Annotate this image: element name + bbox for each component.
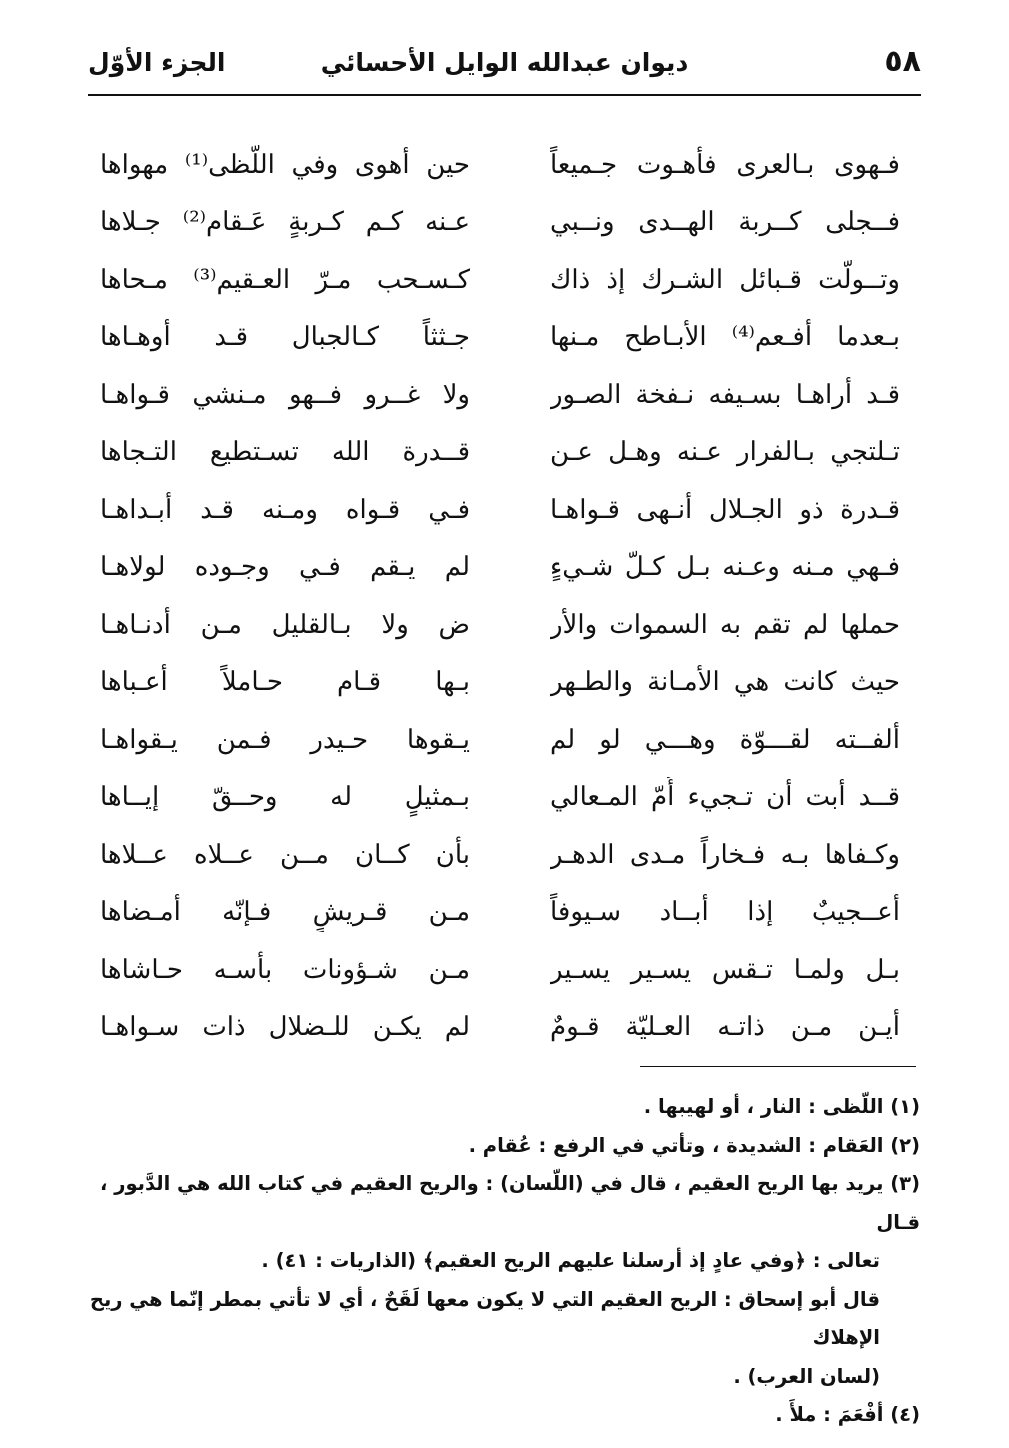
first-hemistich: فـهوى بـالعرى فأهـوت جـميعاً <box>550 149 900 180</box>
first-hemistich: فـهي مـنه وعـنه بـل كـلّ شـيءٍ <box>550 552 900 583</box>
first-hemistich: بـل ولمـا تـقس يسـير يسـير <box>550 954 900 985</box>
verse <box>100 251 900 309</box>
first-hemistich: أعــجيبٌ إذا أبــاد سـيوفاً <box>550 897 900 928</box>
second-hemistich: عـنه كـم كـربةٍ عَـقام⁽²⁾ جـلاها <box>100 207 470 238</box>
verse <box>100 999 900 1057</box>
second-hemistich: يـقوها حـيدر فـمن يـقواهـا <box>100 724 470 755</box>
verse <box>100 711 900 769</box>
footnote-2: (٢) العَقام : الشديدة ، وتأتي في الرفع : عُقام . <box>468 1133 920 1157</box>
verse <box>100 366 900 424</box>
footnote-divider <box>640 1066 916 1067</box>
verse <box>100 596 900 654</box>
second-hemistich: ولا غــرو فــهو مـنشي قـواهـا <box>100 379 470 410</box>
second-hemistich: جـثثاً كـالجبال قـد أوهـاها <box>100 322 470 353</box>
verse <box>100 654 900 712</box>
first-hemistich: حيث كانت هي الأمـانة والطـهر <box>550 667 900 698</box>
footnotes <box>88 1088 920 1435</box>
verse <box>100 884 900 942</box>
first-hemistich: فــجلى كــربة الهــدى ونــبي <box>550 207 900 238</box>
volume-label: الجزء الأوّل <box>88 48 226 77</box>
second-hemistich: بأن كــان مــن عــلاه عــلاها <box>100 839 470 870</box>
verse <box>100 539 900 597</box>
second-hemistich: ض ولا بـالقليل مـن أدنـاهـا <box>100 609 470 640</box>
verse <box>100 769 900 827</box>
first-hemistich: وكـفاها بـه فـخاراً مـدى الدهـر <box>550 839 900 870</box>
verse <box>100 309 900 367</box>
footnote-1: (١) اللّظى : النار ، أو لهيبها . <box>643 1095 920 1118</box>
footnote-3-quote: قال أبو إسحاق : الريح العقيم التي لا يكون معها لَقَحٌ ، أي لا تأتي بمطر إنّما هي ريح الإهلاك <box>89 1287 880 1349</box>
second-hemistich: مـن قـريشٍ فـإنّه أمـضاها <box>100 897 470 928</box>
first-hemistich: ألفــته لقـــوّة وهـــي لو لم <box>550 724 900 755</box>
verse <box>100 424 900 482</box>
book-title: ديوان عبدالله الوايل الأحسائي <box>320 48 689 77</box>
second-hemistich: بـمثيلٍ له وحــقّ إيــاها <box>100 782 470 813</box>
page-number: ٥٨ <box>884 44 921 79</box>
verse <box>100 481 900 539</box>
footnote-3-source: (لسان العرب) . <box>733 1364 880 1388</box>
verse <box>100 194 900 252</box>
second-hemistich: حين أهوى وفي اللّظى⁽¹⁾ مهواها <box>100 149 470 180</box>
footnote-3-quran-quote: تعالى : ﴿وفي عادٍ إذ أرسلنا عليهم الريح العقيم﴾ (الذاريات : ٤١) . <box>261 1249 880 1272</box>
first-hemistich: تـلتجي بـالفرار عـنه وهـل عـن <box>550 437 900 468</box>
first-hemistich: وتــولّت قـبائل الشـرك إذ ذاك <box>550 264 900 295</box>
second-hemistich: مـن شـؤونات بأسـه حـاشاها <box>100 954 470 985</box>
first-hemistich: حملها لم تقم به السموات والأر <box>550 609 900 640</box>
second-hemistich: لم يكـن للـضلال ذات سـواهـا <box>100 1012 470 1043</box>
first-hemistich: أيـن مـن ذاتـه العـليّة قـومٌ <box>550 1012 900 1043</box>
first-hemistich: بـعدما أفـعم⁽⁴⁾ الأبـاطح مـنها <box>550 322 900 353</box>
verse <box>100 136 900 194</box>
poem <box>100 136 900 1056</box>
verse <box>100 941 900 999</box>
second-hemistich: قــدرة الله تسـتطيع التـجاها <box>100 437 470 468</box>
footnote-3: (٣) يريد بها الريح العقيم ، قال في (اللّسان) : والريح العقيم في كتاب الله هي الدَّبور ، قـال <box>100 1172 920 1234</box>
second-hemistich: لم يـقم فـي وجـوده لولاهـا <box>100 552 470 583</box>
second-hemistich: فـي قـواه ومـنه قـد أبـداهـا <box>100 494 470 525</box>
page-header <box>88 38 921 92</box>
first-hemistich: قـد أراهـا بسـيفه نـفخة الصـور <box>550 379 900 410</box>
footnote-4: (٤) أفْعَمَ : ملأَ . <box>775 1403 920 1426</box>
header-divider <box>88 94 921 96</box>
verse <box>100 826 900 884</box>
first-hemistich: قـدرة ذو الجـلال أنـهى قـواهـا <box>550 494 900 525</box>
second-hemistich: بـها قـام حـاملاً أعـباها <box>100 667 470 698</box>
second-hemistich: كـسـحب مـرّ العـقيم⁽³⁾ مـحاها <box>100 264 470 295</box>
first-hemistich: قــد أبت أن تـجيء أُمّ المـعالي <box>550 782 900 813</box>
